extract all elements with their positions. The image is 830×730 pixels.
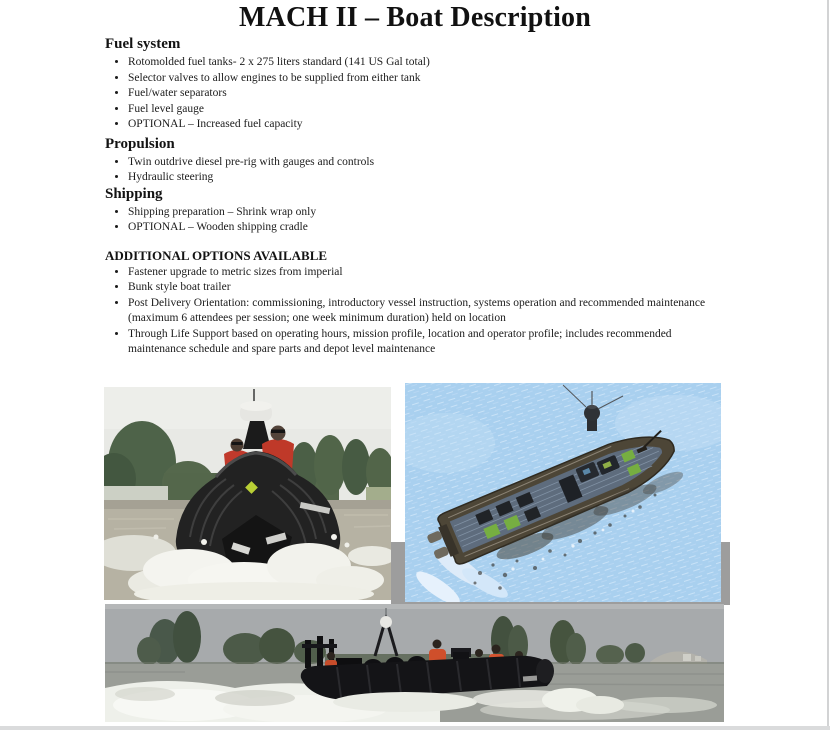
bullet-item: • Rotomolded fuel tanks- 2 x 275 liters standard (141 US Gal total) [128, 55, 714, 71]
crew-left [224, 439, 250, 476]
photo-gap-shadow [391, 542, 730, 605]
photo-aerial-render-illustration [405, 383, 721, 602]
stern-wash [412, 543, 511, 602]
wake-foam [105, 681, 717, 722]
page-bottom-border [0, 726, 830, 730]
shore-trees [105, 611, 724, 665]
photo-bow-view-illustration [104, 387, 391, 600]
bow-spray [104, 534, 391, 600]
section-fuel-system [105, 36, 723, 133]
section-shipping [105, 186, 723, 236]
bullet-item: • Shipping preparation – Shrink wrap only [128, 205, 714, 221]
shipping-list [105, 205, 714, 236]
bullet-item: • Twin outdrive diesel pre-rig with gauges and controls [128, 155, 714, 171]
crew-orange [325, 640, 526, 677]
boat-bow [176, 389, 340, 585]
tree-line [104, 421, 391, 505]
page-title: MACH II – Boat Description [238, 2, 592, 33]
page-right-border [827, 0, 829, 730]
section-heading-shipping: Shipping [105, 185, 163, 202]
crew-right [262, 426, 294, 472]
description-content [105, 36, 723, 358]
bullet-item: • Fastener upgrade to metric sizes from imperial [128, 265, 714, 281]
additional-options-list [105, 265, 714, 358]
fuel-system-list [105, 55, 714, 133]
hull-wake-speckle [474, 467, 686, 589]
propulsion-list [105, 155, 714, 186]
section-heading-fuel-system: Fuel system [105, 36, 181, 52]
bullet-item: • OPTIONAL – Wooden shipping cradle [128, 220, 714, 236]
section-heading-propulsion: Propulsion [105, 135, 175, 152]
bullet-item: • Fuel/water separators [128, 86, 714, 102]
bullet-item: • Post Delivery Orientation: commissioning, introductory vessel instruction, systems operation and recommended maintenance (maximum 6 attendees per session; one week minimum duration) held on location [128, 296, 714, 327]
boat-side [301, 608, 624, 714]
section-additional-options [105, 249, 723, 358]
bullet-item: • Hydraulic steering [128, 170, 714, 186]
bullet-item: • Selector valves to allow engines to be supplied from either tank [128, 71, 714, 87]
photo-side-view [105, 604, 724, 722]
bullet-item: • Bunk style boat trailer [128, 280, 714, 296]
photo-bow-view [104, 387, 391, 600]
radar-mast [563, 385, 623, 431]
boat-render [421, 420, 684, 572]
photo-aerial-render [405, 383, 721, 602]
bullet-item: • Through Life Support based on operating hours, mission profile, location and operator profile; includes recommended maintenance schedule and spare parts and depot level maintenance [128, 327, 714, 358]
section-heading-additional-options: ADDITIONAL OPTIONS AVAILABLE [105, 247, 328, 263]
bullet-item: • Fuel level gauge [128, 102, 714, 118]
document-page [0, 0, 830, 355]
photo-side-view-illustration [105, 604, 724, 722]
bullet-item: • OPTIONAL – Increased fuel capacity [128, 117, 714, 133]
section-propulsion [105, 136, 723, 186]
